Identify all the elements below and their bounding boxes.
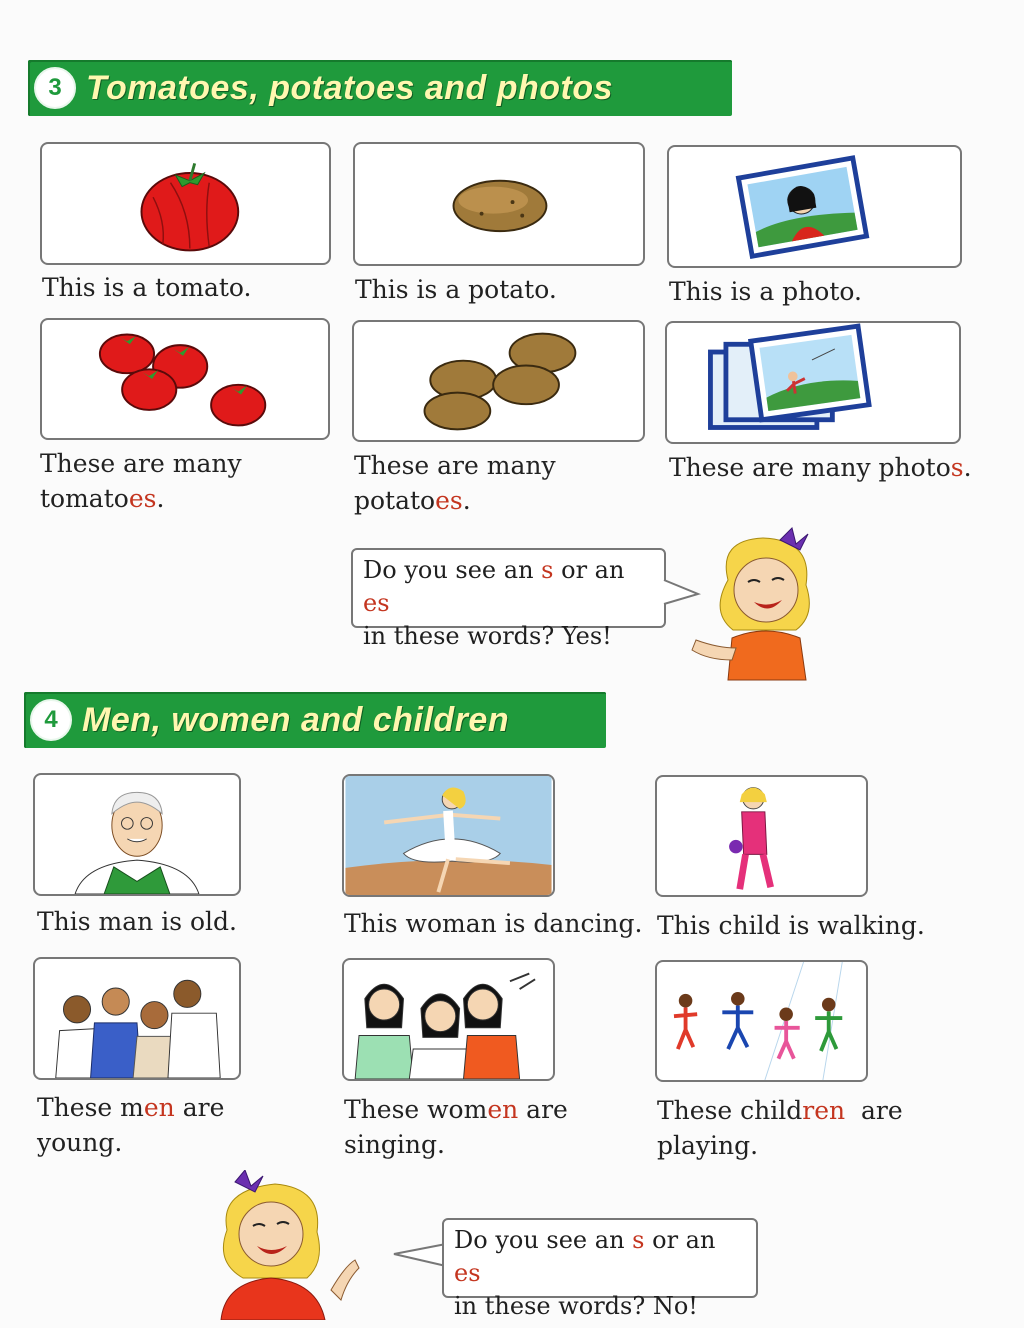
section-title: Men, women and children bbox=[82, 700, 510, 739]
bubble-text: or an bbox=[644, 1226, 716, 1254]
bubble-text: or an bbox=[553, 556, 625, 584]
caption-text: are bbox=[518, 1095, 568, 1124]
caption-text: are bbox=[174, 1093, 225, 1122]
girl-character-waving bbox=[205, 1170, 380, 1320]
caption-text: tomato bbox=[40, 484, 129, 513]
caption-text: are bbox=[845, 1096, 903, 1125]
photo-picture bbox=[667, 145, 962, 268]
caption-singing-women bbox=[344, 1092, 568, 1162]
speech-bubble-yes bbox=[351, 548, 666, 650]
caption-text: . bbox=[156, 484, 165, 513]
bubble-text: Do you see an bbox=[363, 556, 542, 584]
caption-text: singing. bbox=[344, 1130, 445, 1159]
photos-picture bbox=[665, 321, 961, 444]
young-men-picture bbox=[33, 957, 241, 1080]
caption-tomatoes bbox=[40, 446, 242, 516]
highlight-es: es bbox=[363, 589, 390, 617]
caption-text: These wom bbox=[344, 1095, 488, 1124]
plural-ending: es bbox=[128, 484, 157, 513]
caption-walking-child: This child is walking. bbox=[657, 911, 925, 940]
caption-potatoes bbox=[354, 448, 556, 518]
caption-photos bbox=[669, 450, 972, 485]
bubble-tail bbox=[392, 1240, 448, 1270]
caption-text: These are many bbox=[40, 449, 242, 478]
dancing-woman-picture bbox=[342, 774, 555, 897]
plural-ending: es bbox=[435, 486, 463, 515]
caption-text: These child bbox=[657, 1096, 803, 1125]
highlight-s: s bbox=[632, 1226, 645, 1254]
caption-old-man: This man is old. bbox=[37, 907, 237, 936]
caption-text: These m bbox=[37, 1093, 144, 1122]
speech-bubble-no bbox=[442, 1218, 758, 1320]
potato-picture bbox=[353, 142, 645, 266]
old-man-picture bbox=[33, 773, 241, 896]
caption-playing-children bbox=[657, 1093, 903, 1163]
bubble-text: in these words? Yes! bbox=[363, 622, 612, 650]
plural-ending: ren bbox=[802, 1096, 846, 1125]
walking-child-picture bbox=[655, 775, 868, 897]
bubble-text: Do you see an bbox=[454, 1226, 633, 1254]
plural-ending: s bbox=[950, 453, 964, 482]
caption-young-men bbox=[37, 1090, 224, 1160]
highlight-es: es bbox=[454, 1259, 481, 1287]
caption-text: playing. bbox=[657, 1131, 759, 1160]
caption-text: . bbox=[963, 453, 972, 482]
highlight-s: s bbox=[541, 556, 554, 584]
caption-dancing-woman: This woman is dancing. bbox=[344, 909, 643, 938]
potatoes-picture bbox=[352, 320, 645, 442]
caption-text: These are many photo bbox=[669, 453, 951, 482]
caption-potato: This is a potato. bbox=[355, 275, 557, 304]
caption-text: . bbox=[462, 486, 471, 515]
singing-women-picture bbox=[342, 958, 555, 1081]
caption-text: potato bbox=[354, 486, 436, 515]
bubble-text: in these words? No! bbox=[454, 1292, 698, 1320]
caption-tomato: This is a tomato. bbox=[42, 273, 252, 302]
section-4-banner bbox=[24, 692, 606, 748]
girl-character bbox=[688, 520, 838, 690]
section-title: Tomatoes, potatoes and photos bbox=[86, 68, 614, 107]
section-number: 4 bbox=[30, 699, 72, 741]
plural-ending: en bbox=[487, 1095, 519, 1124]
tomatoes-picture bbox=[40, 318, 330, 440]
section-3-banner bbox=[28, 60, 732, 116]
caption-photo: This is a photo. bbox=[669, 277, 862, 306]
caption-text: young. bbox=[37, 1128, 123, 1157]
tomato-picture bbox=[40, 142, 331, 265]
plural-ending: en bbox=[143, 1093, 175, 1122]
caption-text: These are many bbox=[354, 451, 556, 480]
playing-children-picture bbox=[655, 960, 868, 1082]
section-number: 3 bbox=[34, 67, 76, 109]
